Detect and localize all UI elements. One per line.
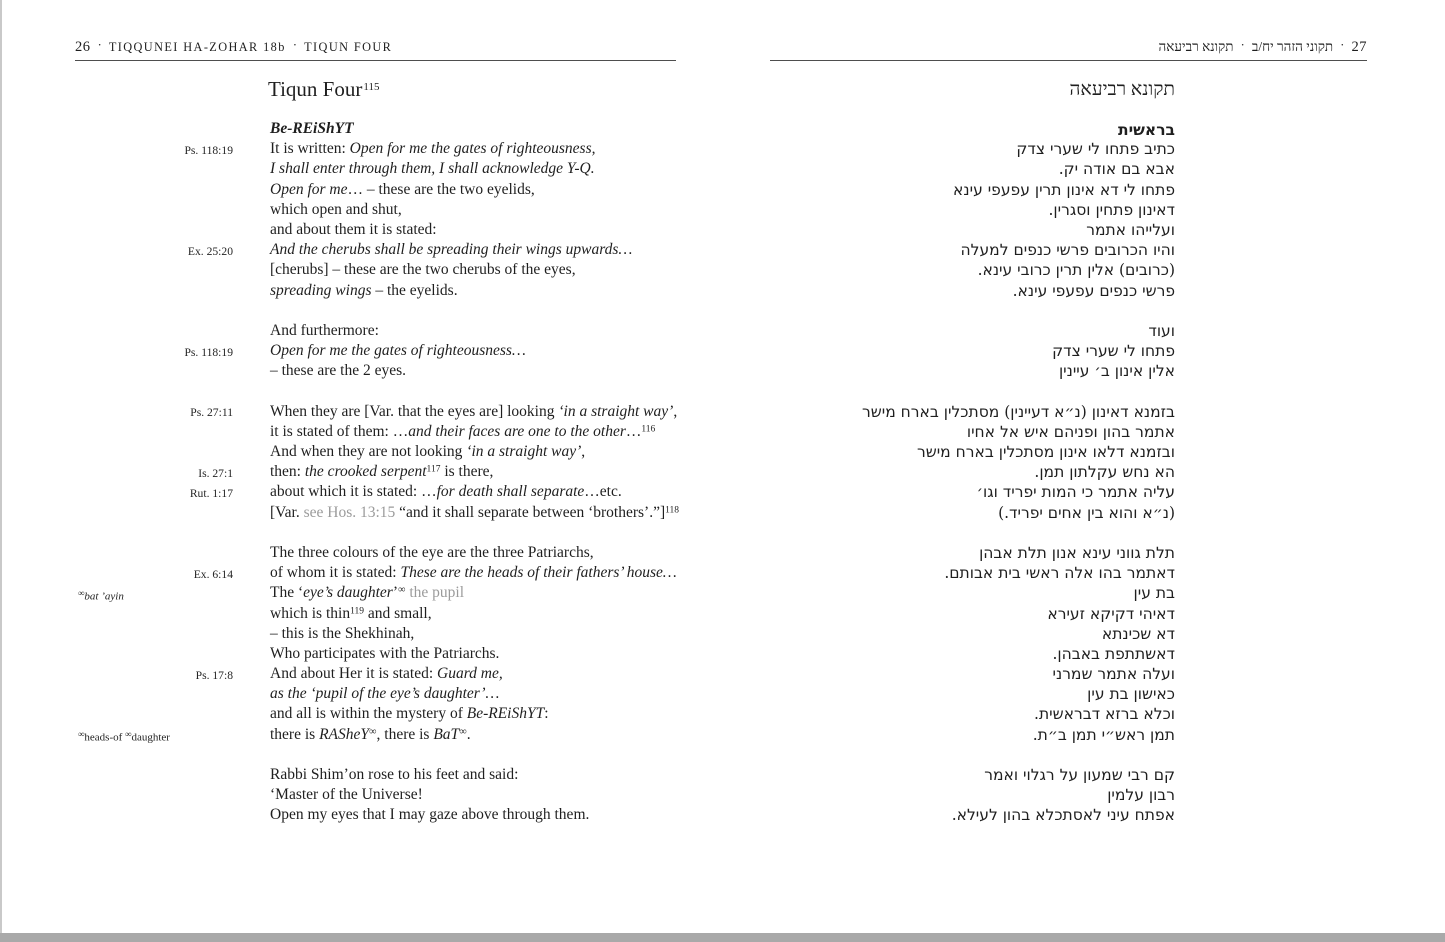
text-segment: The ‘	[270, 584, 304, 602]
line-text	[270, 483, 622, 501]
margin-scripture-ref: Ps. 27:11	[190, 406, 233, 420]
text-line	[75, 503, 680, 524]
line-text	[1033, 726, 1175, 744]
line-text	[1052, 645, 1175, 663]
text-segment: Open for me the gates of righteousness…	[270, 342, 526, 360]
text-segment: “and it shall separate between ‘brothers’.”]	[395, 503, 666, 521]
line-text	[270, 241, 632, 259]
line-text	[270, 423, 655, 441]
text-line	[75, 665, 676, 685]
text-line	[75, 806, 676, 826]
text-segment: Open for me	[270, 180, 348, 198]
line-text	[1053, 665, 1175, 683]
line-text	[978, 261, 1175, 279]
text-segment: there is	[270, 725, 320, 743]
header-rule-left	[75, 60, 676, 61]
line-text	[1052, 342, 1175, 360]
text-line	[635, 241, 1175, 261]
text-segment: אלין אינון ב׳ עיינין	[1058, 362, 1175, 381]
text-segment: דאיהי דקיקא זעירא	[1047, 604, 1175, 623]
text-segment: eye’s daughter	[303, 584, 393, 602]
text-segment: as the ‘pupil of the eye’s daughter’…	[270, 685, 500, 703]
text-segment: the crooked serpent	[304, 463, 427, 481]
margin-scripture-ref: Ex. 25:20	[187, 244, 233, 258]
line-text	[270, 584, 464, 602]
text-line	[635, 261, 1175, 281]
line-text	[270, 221, 437, 239]
text-segment: and small,	[364, 604, 432, 622]
text-line	[75, 261, 676, 281]
text-segment: is there,	[440, 463, 494, 481]
line-text	[1148, 322, 1175, 340]
text-segment: ובזמנא דלאו אינון מסתכלין בארח מישר	[916, 443, 1175, 461]
text-line	[75, 181, 676, 201]
text-segment: – these are the 2 eyes.	[270, 362, 406, 380]
margin-scripture-ref: Ps. 118:19	[184, 143, 233, 157]
text-segment: ועוד	[1148, 321, 1175, 340]
line-text	[1102, 625, 1175, 643]
footnote-ref: 116	[641, 424, 656, 435]
text-segment: [cherubs] – these are the two cherubs of the eyes,	[270, 261, 576, 279]
text-segment: ,	[581, 443, 586, 460]
text-line	[635, 685, 1175, 705]
text-line	[75, 544, 676, 564]
text-line	[635, 463, 1175, 483]
line-text	[977, 483, 1175, 501]
line-text	[270, 160, 595, 178]
text-segment: which open and shut,	[270, 200, 402, 218]
text-line	[635, 726, 1175, 746]
line-text	[270, 443, 585, 461]
line-text	[1118, 121, 1175, 139]
text-segment: And furthermore:	[270, 321, 379, 339]
margin-scripture-ref: Ps. 118:19	[184, 345, 233, 359]
text-line	[75, 342, 676, 362]
margin-scripture-ref: Is. 27:1	[198, 466, 233, 480]
line-text	[961, 241, 1175, 259]
line-text	[1059, 362, 1175, 380]
text-segment: דא שכינתא	[1101, 624, 1175, 643]
text-line	[635, 403, 1175, 423]
line-text	[1086, 221, 1175, 239]
text-segment: וכלא ברזא דבראשית.	[1034, 705, 1175, 724]
text-segment: אבא בם אודה יק.	[1058, 160, 1175, 179]
left-page-title	[268, 77, 379, 102]
blank-line	[75, 746, 676, 766]
text-line	[635, 201, 1175, 221]
text-segment: , there is	[376, 725, 434, 743]
line-text	[270, 786, 423, 804]
text-segment: פרשי כנפים עפעפי עינא.	[1012, 281, 1175, 300]
line-text	[998, 504, 1175, 522]
infinity-mark: ∞	[369, 725, 377, 737]
text-line	[635, 322, 1175, 342]
text-segment: ‘in a straight way’	[466, 443, 582, 460]
text-segment: פתחו לי דא אינון תרין עפעפי עינא	[953, 180, 1175, 199]
blank-line	[75, 382, 676, 402]
text-segment: [Var.	[270, 503, 304, 521]
text-line	[75, 766, 676, 786]
text-segment: daughter	[131, 731, 170, 744]
blank-line	[635, 382, 1175, 402]
line-text	[953, 181, 1175, 199]
line-text	[270, 403, 677, 421]
text-segment: bat ’ayin	[84, 590, 124, 603]
line-text	[270, 766, 518, 784]
left-page-title-text: Tiqun Four	[268, 77, 363, 101]
text-line	[635, 625, 1175, 645]
viewer-bottom-bar	[0, 933, 1445, 942]
text-segment: These are the heads of their fathers’ house…	[400, 564, 677, 582]
line-text	[967, 423, 1175, 441]
text-segment: קם רבי שמעון על רגלוי ואמר	[984, 766, 1175, 784]
text-segment: …etc.	[584, 483, 622, 501]
line-text	[270, 261, 576, 279]
text-segment: בזמנא דאינון (נ״א דעיינין) מסתכלין בארח מישר	[862, 402, 1175, 421]
text-segment: – this is the Shekhinah,	[270, 624, 415, 642]
book-title-right: תקוני הזהר יח/ב	[1251, 39, 1334, 54]
text-segment: Open my eyes that I may gaze above through them.	[270, 806, 590, 824]
line-text	[270, 201, 402, 219]
text-segment: Be-REiShYT	[466, 705, 545, 723]
margin-scripture-ref: Ps. 17:8	[195, 668, 233, 682]
text-segment: When they are [Var. that the eyes are] looking	[270, 402, 559, 420]
text-line	[75, 685, 676, 705]
blank-line	[75, 524, 676, 544]
header-separator: ·	[1240, 37, 1245, 52]
line-text	[270, 726, 471, 744]
text-segment: ‘in a straight way’	[558, 402, 674, 420]
text-segment: עליה אתמר כי המות יפריד וגו׳	[976, 483, 1175, 502]
text-segment: BaT	[433, 725, 460, 743]
text-line	[635, 160, 1175, 180]
text-segment: for death shall separate	[436, 483, 585, 501]
infinity-mark: ∞	[125, 729, 132, 740]
line-text	[270, 685, 499, 703]
line-text	[1059, 160, 1175, 178]
text-segment: of whom it is stated:	[270, 564, 401, 582]
text-segment: בראשית	[1118, 120, 1175, 139]
text-line	[75, 564, 676, 584]
text-line	[635, 786, 1175, 806]
line-text	[1107, 786, 1175, 804]
text-line	[635, 120, 1175, 140]
text-line	[75, 140, 676, 160]
text-line	[75, 726, 676, 746]
text-segment: הא נחש עקלתון תמן.	[1034, 463, 1175, 482]
text-segment: – the eyelids.	[371, 281, 458, 299]
text-line	[75, 443, 676, 463]
text-line	[75, 282, 676, 302]
text-segment: It is written:	[270, 140, 350, 158]
blank-line	[635, 746, 1175, 766]
text-line	[75, 241, 676, 261]
text-segment: The three colours of the eye are the three Patriarchs,	[270, 543, 594, 561]
line-text	[1013, 282, 1175, 300]
margin-scripture-ref: Ex. 6:14	[193, 567, 233, 581]
text-segment: (כרובים) אלין תרין כרובי עינא.	[977, 261, 1175, 280]
text-line	[75, 403, 676, 423]
text-segment: Who participates with the Patriarchs.	[270, 644, 500, 662]
text-line	[635, 282, 1175, 302]
line-text	[270, 806, 589, 824]
text-segment: And when they are not looking	[270, 443, 467, 460]
line-text	[1134, 584, 1175, 602]
text-line	[75, 786, 676, 806]
text-segment: then:	[270, 463, 305, 481]
text-segment: RASheY	[319, 725, 370, 743]
text-line	[635, 806, 1175, 826]
text-line	[635, 423, 1175, 443]
line-text	[270, 282, 458, 300]
text-segment: כאישון בת עין	[1087, 685, 1175, 704]
text-line	[75, 625, 676, 645]
line-text	[270, 544, 594, 562]
page-edge-line	[0, 0, 2, 942]
text-segment: and their faces are one to the other	[408, 422, 626, 440]
line-text	[979, 544, 1175, 562]
text-segment: …	[625, 422, 642, 440]
text-line	[75, 221, 676, 241]
infinity-mark: ∞	[398, 584, 406, 596]
line-text	[917, 443, 1175, 461]
page-number-left: 26	[75, 39, 91, 55]
english-text-column	[75, 120, 680, 827]
line-text	[270, 120, 354, 138]
text-segment: ועלה אתמר שמרני	[1052, 665, 1175, 684]
header-separator: ·	[292, 37, 298, 52]
text-line	[635, 483, 1175, 503]
margin-gloss	[78, 729, 170, 744]
text-segment: (נ״א והוא בין אחים יפריד.)	[998, 503, 1175, 522]
header-separator: ·	[1340, 37, 1345, 52]
text-segment: I shall enter through them, I shall acknowledge Y-Q.	[270, 160, 595, 178]
text-segment: … – these are the two eyelids,	[347, 180, 535, 198]
blank-line	[635, 524, 1175, 544]
text-segment: which is thin	[270, 604, 351, 622]
section-title-right: תקונא רביעאה	[1158, 39, 1234, 54]
text-segment: see Hos. 13:15	[303, 503, 396, 521]
text-line	[75, 160, 676, 180]
text-line	[635, 705, 1175, 725]
text-segment: Guard me,	[437, 665, 503, 683]
text-segment: תמן ראש״י תמן ב״ת.	[1032, 725, 1175, 744]
text-segment: Open for me the gates of righteousness,	[349, 140, 596, 158]
blank-line	[635, 302, 1175, 322]
text-line	[75, 584, 676, 604]
line-text	[952, 806, 1175, 824]
text-line	[75, 605, 676, 625]
text-segment: :	[544, 705, 549, 723]
text-line	[635, 342, 1175, 362]
text-segment: and all is within the mystery of	[270, 705, 467, 723]
text-segment: And about Her it is stated:	[270, 665, 438, 683]
text-line	[635, 362, 1175, 382]
text-line	[75, 463, 676, 483]
text-line	[635, 605, 1175, 625]
line-text	[270, 322, 379, 340]
line-text	[270, 705, 549, 723]
text-segment: the pupil	[405, 584, 465, 602]
page-number-right: 27	[1351, 39, 1367, 55]
line-text	[1016, 140, 1175, 158]
footnote-ref: 118	[665, 504, 680, 515]
right-page-title: תקונא רביעאה	[1069, 79, 1175, 100]
text-segment: heads-of	[84, 731, 126, 744]
text-segment: spreading wings	[270, 281, 372, 299]
text-line	[635, 665, 1175, 685]
footnote-ref: 117	[426, 464, 441, 475]
blank-line	[75, 302, 676, 322]
line-text	[270, 605, 432, 623]
text-line	[635, 564, 1175, 584]
text-segment: and about them it is stated:	[270, 220, 437, 238]
line-text	[984, 766, 1175, 784]
header-rule-right	[770, 60, 1367, 61]
text-line	[75, 423, 676, 443]
right-running-header	[1159, 38, 1367, 58]
line-text	[1034, 463, 1175, 481]
infinity-mark: ∞	[78, 587, 85, 598]
text-segment: ’	[392, 584, 398, 602]
line-text	[1048, 201, 1175, 219]
text-segment: .	[466, 725, 471, 743]
line-text	[270, 564, 677, 582]
line-text	[270, 463, 493, 481]
margin-scripture-ref: Rut. 1:17	[189, 486, 233, 500]
line-text	[270, 140, 595, 158]
line-text	[270, 625, 414, 643]
line-text	[270, 342, 526, 360]
text-segment: And the cherubs shall be spreading their wings upwards…	[270, 241, 633, 259]
text-segment: אפתח עיני לאסתכלא בהון לעילא.	[951, 806, 1175, 825]
left-running-header	[75, 38, 392, 58]
footnote-ref: 115	[363, 80, 380, 93]
book-title-left: TIQQUNEI HA-ZOHAR 18b	[108, 40, 286, 54]
text-line	[75, 322, 676, 342]
line-text	[1034, 705, 1175, 723]
text-line	[635, 544, 1175, 564]
line-text	[270, 665, 503, 683]
text-line	[635, 584, 1175, 604]
text-line	[635, 181, 1175, 201]
text-line	[635, 140, 1175, 160]
infinity-mark: ∞	[78, 729, 85, 740]
text-line	[635, 221, 1175, 241]
text-segment: דאינון פתחין וסגרין.	[1048, 200, 1175, 219]
text-segment: ‘Master of the Universe!	[270, 786, 423, 804]
text-line	[635, 443, 1175, 463]
text-segment: ,	[673, 402, 678, 420]
text-segment: תלת גווני עינא אנון תלת אבהן	[979, 543, 1175, 562]
text-segment: Rabbi Shim’on rose to his feet and said:	[270, 766, 519, 783]
text-segment: אתמר בהון ופניהם איש אל אחיו	[966, 422, 1175, 441]
line-text	[944, 564, 1175, 582]
text-line	[75, 201, 676, 221]
line-text	[1047, 605, 1175, 623]
section-title-left: TIQUN FOUR	[304, 40, 393, 54]
footnote-ref: 119	[350, 605, 364, 616]
text-line	[75, 483, 676, 503]
line-text	[270, 645, 499, 663]
text-segment: כתיב פתחו לי שערי צדק	[1016, 140, 1175, 159]
text-line	[75, 705, 676, 725]
text-line	[75, 362, 676, 382]
line-text	[270, 362, 406, 380]
line-text	[862, 403, 1175, 421]
text-segment: דאתמר בהו אלה ראשי בית אבותם.	[944, 564, 1175, 583]
text-line	[75, 645, 676, 665]
text-segment: about which it is stated: …	[270, 483, 437, 501]
infinity-mark: ∞	[459, 725, 467, 737]
margin-gloss	[78, 588, 124, 603]
text-line	[635, 645, 1175, 665]
text-segment: דאשתתפת באבהן.	[1052, 644, 1175, 663]
text-segment: ועלייהו אתמר	[1086, 220, 1175, 239]
hebrew-text-column	[635, 120, 1175, 827]
text-segment: it is stated of them: …	[270, 422, 409, 440]
text-segment: פתחו לי שערי צדק	[1052, 342, 1175, 361]
line-text	[270, 181, 535, 199]
text-segment: Be-REiShYT	[270, 120, 354, 137]
text-segment: והיו הכרובים פרשי כנפים למעלה	[960, 241, 1175, 260]
header-separator: ·	[97, 37, 102, 52]
line-text	[270, 504, 679, 522]
text-segment: רבון עלמין	[1107, 786, 1175, 805]
line-text	[1087, 685, 1175, 703]
text-segment: בת עין	[1133, 584, 1175, 603]
text-line	[635, 766, 1175, 786]
text-line	[75, 120, 676, 140]
text-line	[635, 504, 1175, 524]
